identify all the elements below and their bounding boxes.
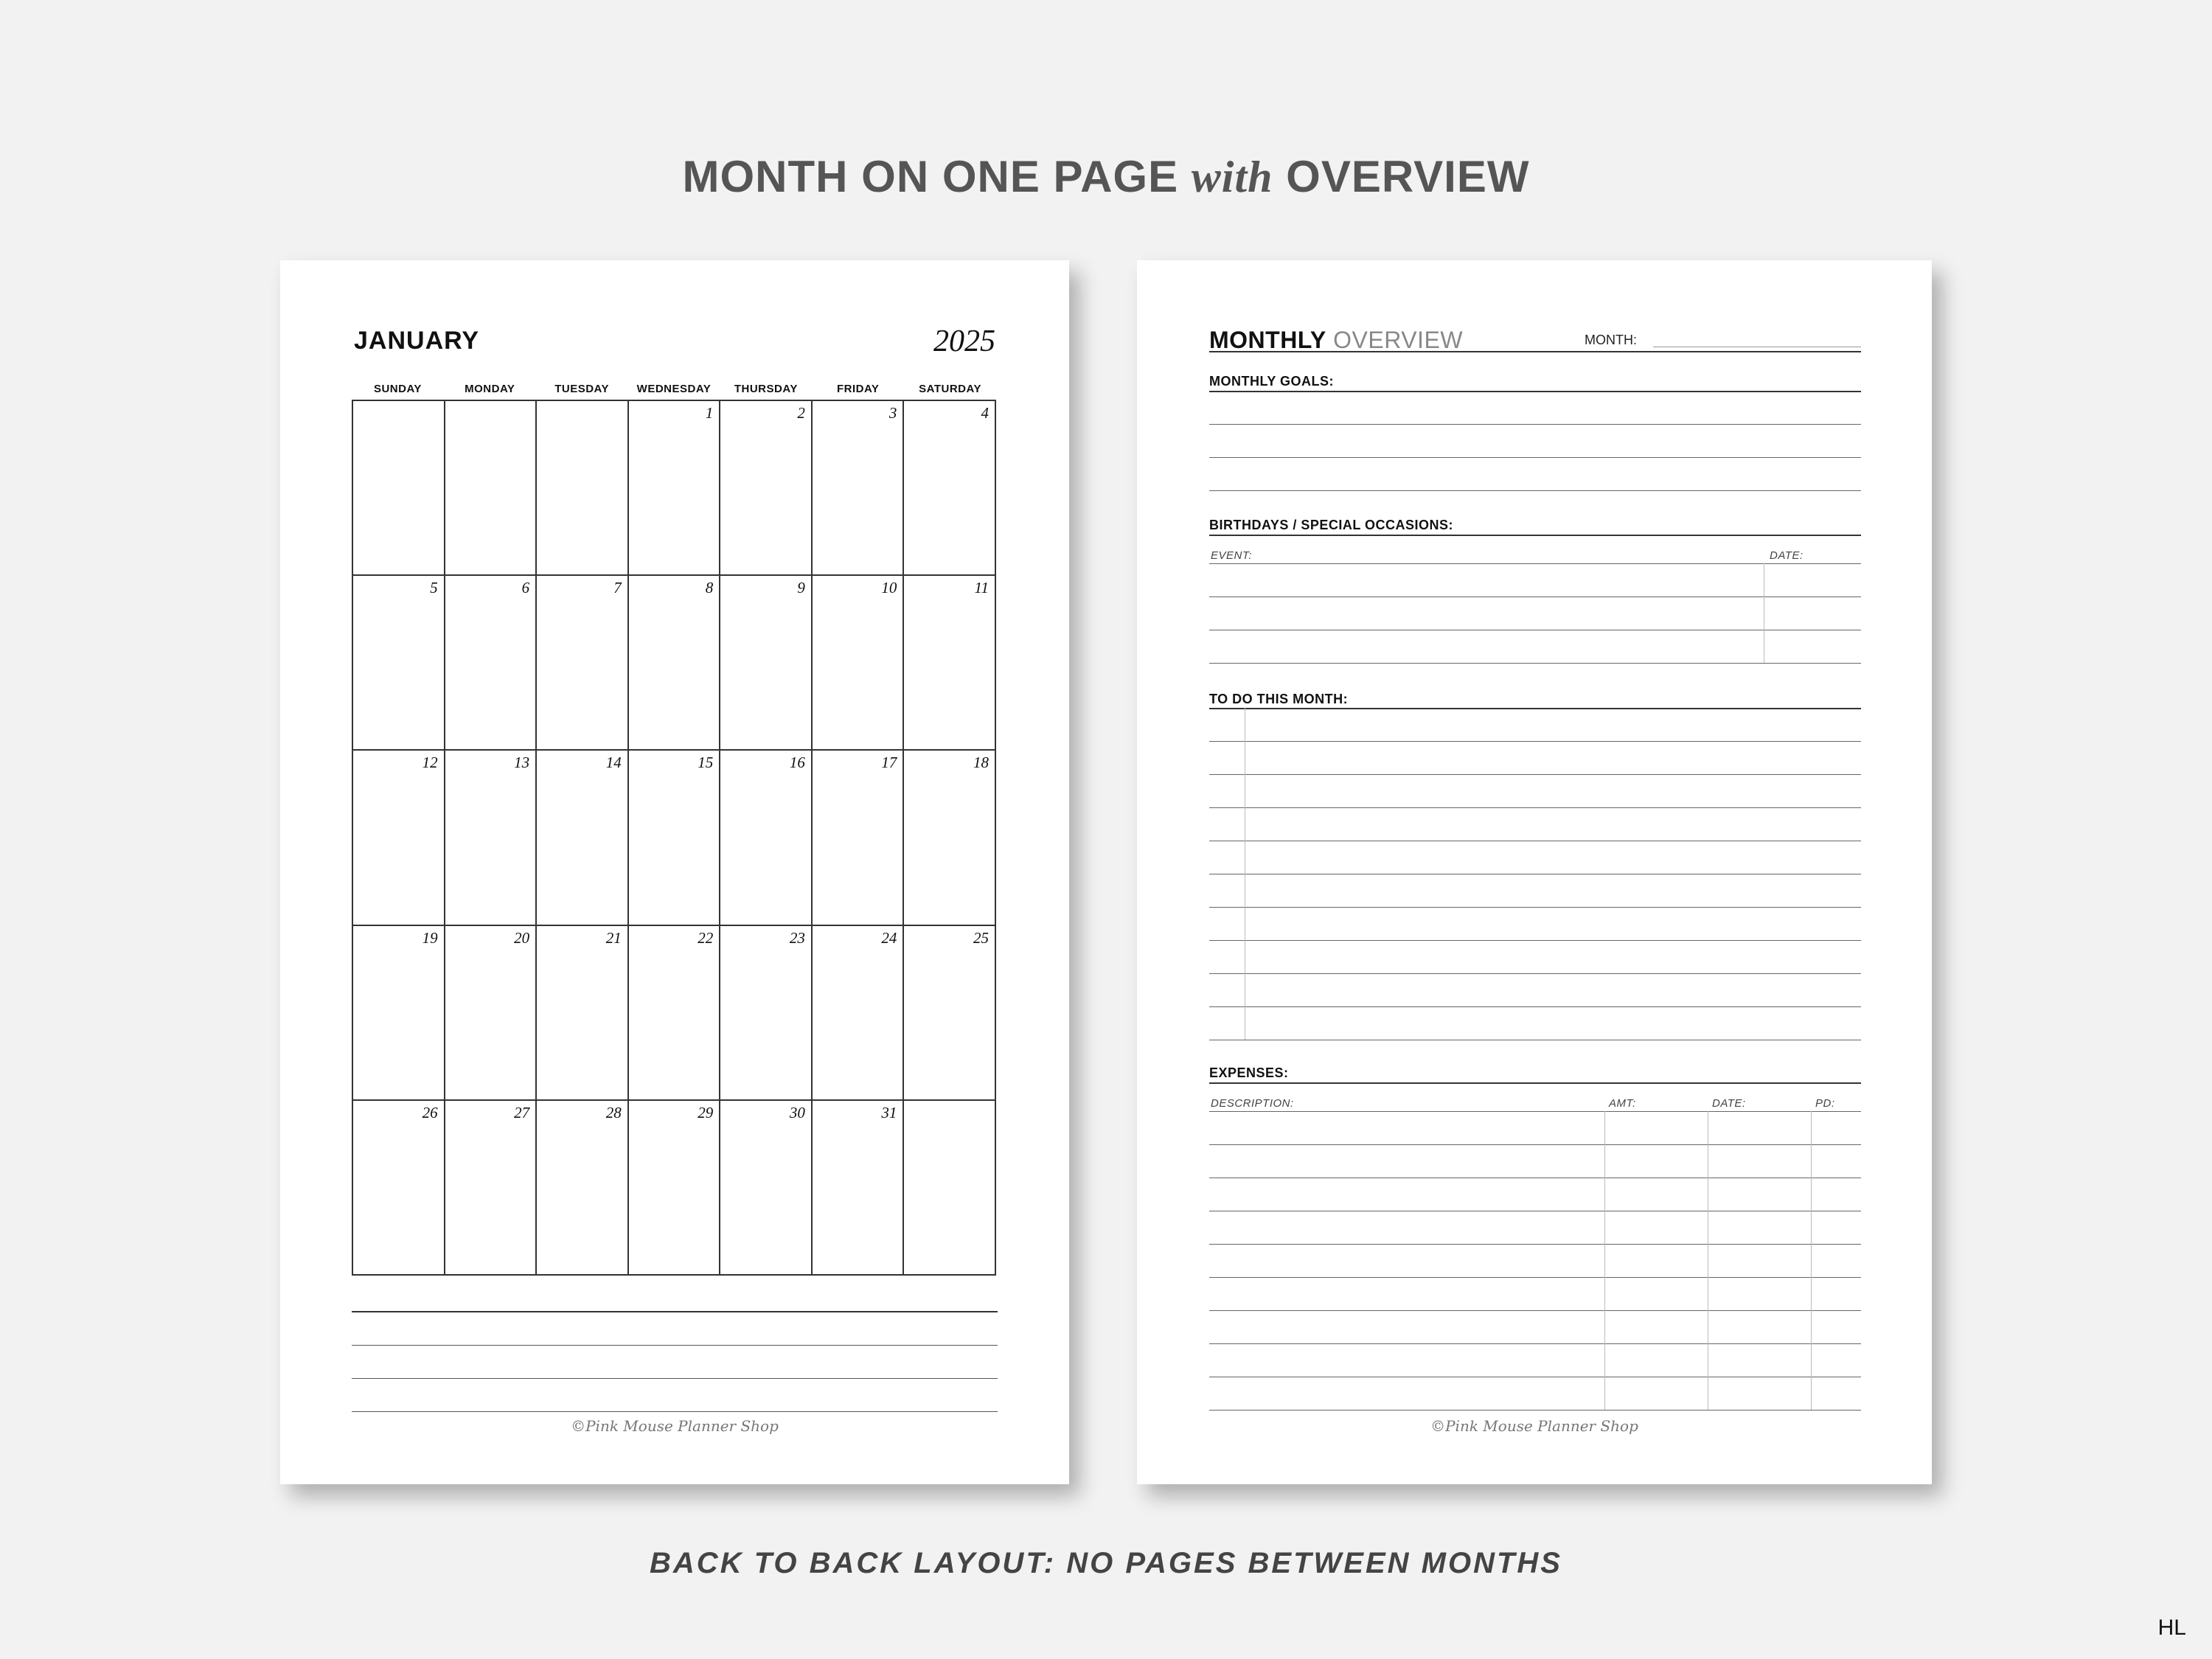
weekday-label: SUNDAY — [373, 383, 422, 395]
overview-title-light: OVERVIEW — [1333, 327, 1464, 353]
calendar-month: JANUARY — [354, 327, 480, 355]
day-number: 4 — [981, 404, 989, 422]
calendar-day-cell[interactable] — [629, 576, 721, 751]
title-rule — [1209, 351, 1861, 352]
birthday-line — [1209, 663, 1861, 664]
calendar-day-cell[interactable] — [904, 401, 996, 576]
day-number: 3 — [888, 404, 897, 422]
day-number: 24 — [881, 928, 897, 947]
weekday-label: MONDAY — [465, 383, 515, 395]
calendar-day-cell[interactable] — [629, 1101, 721, 1276]
heading-italic: with — [1191, 153, 1273, 201]
goal-line — [1209, 457, 1861, 458]
todo-line — [1209, 774, 1861, 775]
calendar-day-cell[interactable] — [353, 926, 445, 1101]
day-number: 8 — [705, 579, 714, 597]
calendar-day-cell[interactable] — [720, 401, 813, 576]
heading-part-1: MONTH ON ONE PAGE — [682, 152, 1179, 201]
day-number: 31 — [881, 1103, 897, 1121]
day-number: 27 — [514, 1103, 530, 1121]
calendar-day-cell[interactable] — [629, 751, 721, 925]
calendar-day-cell[interactable] — [629, 926, 721, 1101]
paid-column-label: PD: — [1815, 1097, 1835, 1110]
calendar-day-cell[interactable] — [813, 751, 905, 925]
section-rule — [1209, 708, 1861, 709]
amount-column-divider — [1604, 1111, 1605, 1410]
calendar-day-cell[interactable] — [904, 1101, 996, 1276]
calendar-day-cell[interactable] — [904, 926, 996, 1101]
day-number: 12 — [422, 754, 438, 772]
overview-title — [1209, 327, 1463, 354]
calendar-day-cell[interactable] — [445, 1101, 538, 1276]
shop-signature: ©Pink Mouse Planner Shop — [571, 1417, 779, 1435]
calendar-day-cell[interactable] — [537, 401, 629, 576]
calendar-day-cell[interactable] — [445, 576, 538, 751]
calendar-day-cell[interactable] — [904, 751, 996, 925]
goals-label: MONTHLY GOALS: — [1209, 374, 1335, 389]
weekday-label: THURSDAY — [734, 383, 798, 395]
day-number: 6 — [521, 579, 530, 597]
expense-line — [1209, 1410, 1861, 1411]
birthdays-label: BIRTHDAYS / SPECIAL OCCASIONS: — [1209, 518, 1454, 532]
calendar-day-cell[interactable] — [537, 1101, 629, 1276]
calendar-day-cell[interactable] — [445, 401, 538, 576]
day-number: 13 — [514, 754, 530, 772]
todo-line — [1209, 741, 1861, 742]
calendar-day-cell[interactable] — [353, 1101, 445, 1276]
calendar-day-cell[interactable] — [537, 576, 629, 751]
calendar-page — [280, 260, 1069, 1484]
calendar-grid — [352, 400, 996, 1276]
expense-line — [1209, 1111, 1861, 1112]
calendar-day-cell[interactable] — [904, 576, 996, 751]
calendar-day-cell[interactable] — [353, 576, 445, 751]
todo-line — [1209, 907, 1861, 908]
day-number: 18 — [973, 754, 989, 772]
amount-column-label: AMT: — [1609, 1097, 1636, 1110]
calendar-day-cell[interactable] — [813, 1101, 905, 1276]
calendar-day-cell[interactable] — [353, 401, 445, 576]
todo-line — [1209, 807, 1861, 808]
day-number: 20 — [514, 928, 530, 947]
corner-mark: HL — [2157, 1615, 2186, 1640]
heading-part-2: OVERVIEW — [1286, 152, 1530, 201]
calendar-day-cell[interactable] — [720, 926, 813, 1101]
calendar-day-cell[interactable] — [813, 926, 905, 1101]
expenses-label: EXPENSES: — [1209, 1065, 1289, 1080]
description-column-label: DESCRIPTION: — [1211, 1097, 1294, 1110]
todo-line — [1209, 940, 1861, 941]
day-number: 22 — [698, 928, 714, 947]
calendar-day-cell[interactable] — [537, 926, 629, 1101]
paid-column-divider — [1811, 1111, 1812, 1410]
day-number: 26 — [422, 1103, 438, 1121]
section-rule — [1209, 535, 1861, 536]
todo-line — [1209, 973, 1861, 974]
calendar-day-cell[interactable] — [720, 751, 813, 925]
goal-line — [1209, 424, 1861, 425]
expense-line — [1209, 1343, 1861, 1344]
overview-page — [1137, 260, 1932, 1484]
day-number: 7 — [613, 579, 622, 597]
calendar-year: 2025 — [933, 324, 995, 358]
todo-label: TO DO THIS MONTH: — [1209, 692, 1349, 706]
expense-line — [1209, 1244, 1861, 1245]
page-heading — [0, 151, 2212, 203]
expense-line — [1209, 1277, 1861, 1278]
weekday-label: WEDNESDAY — [636, 383, 712, 395]
day-number: 15 — [698, 754, 714, 772]
goal-line — [1209, 490, 1861, 491]
weekday-label: SATURDAY — [919, 383, 981, 395]
section-rule — [1209, 391, 1861, 392]
day-number: 19 — [422, 928, 438, 947]
day-number: 14 — [605, 754, 622, 772]
event-column-label: EVENT: — [1211, 549, 1253, 562]
calendar-day-cell[interactable] — [813, 401, 905, 576]
day-number: 30 — [789, 1103, 805, 1121]
overview-title-bold: MONTHLY — [1209, 327, 1326, 353]
day-number: 2 — [797, 404, 805, 422]
calendar-day-cell[interactable] — [537, 751, 629, 925]
shop-signature: ©Pink Mouse Planner Shop — [1430, 1417, 1638, 1435]
weekday-label: TUESDAY — [554, 383, 610, 395]
calendar-day-cell[interactable] — [720, 576, 813, 751]
day-number: 21 — [605, 928, 622, 947]
date-column-label: DATE: — [1770, 549, 1804, 562]
day-number: 16 — [789, 754, 805, 772]
expense-date-column-label: DATE: — [1712, 1097, 1746, 1110]
section-rule — [1209, 1082, 1861, 1084]
day-number: 1 — [705, 404, 714, 422]
notes-lines — [352, 1311, 998, 1412]
day-number: 29 — [698, 1103, 714, 1121]
calendar-day-cell[interactable] — [720, 1101, 813, 1276]
todo-line — [1209, 1006, 1861, 1007]
day-number: 28 — [605, 1103, 622, 1121]
day-number: 17 — [881, 754, 897, 772]
expense-line — [1209, 1310, 1861, 1311]
calendar-day-cell[interactable] — [813, 576, 905, 751]
calendar-day-cell[interactable] — [445, 751, 538, 925]
calendar-day-cell[interactable] — [629, 401, 721, 576]
weekday-label: FRIDAY — [836, 383, 880, 395]
day-number: 9 — [797, 579, 805, 597]
day-number: 11 — [974, 579, 989, 597]
weekday-header — [352, 383, 996, 397]
day-number: 5 — [430, 579, 438, 597]
day-number: 23 — [789, 928, 805, 947]
calendar-day-cell[interactable] — [445, 926, 538, 1101]
day-number: 10 — [881, 579, 897, 597]
month-field-label: MONTH: — [1585, 333, 1637, 347]
calendar-day-cell[interactable] — [353, 751, 445, 925]
expense-line — [1209, 1144, 1861, 1145]
day-number: 25 — [973, 928, 989, 947]
footer-caption: BACK TO BACK LAYOUT: NO PAGES BETWEEN MONTHS — [650, 1547, 1562, 1579]
